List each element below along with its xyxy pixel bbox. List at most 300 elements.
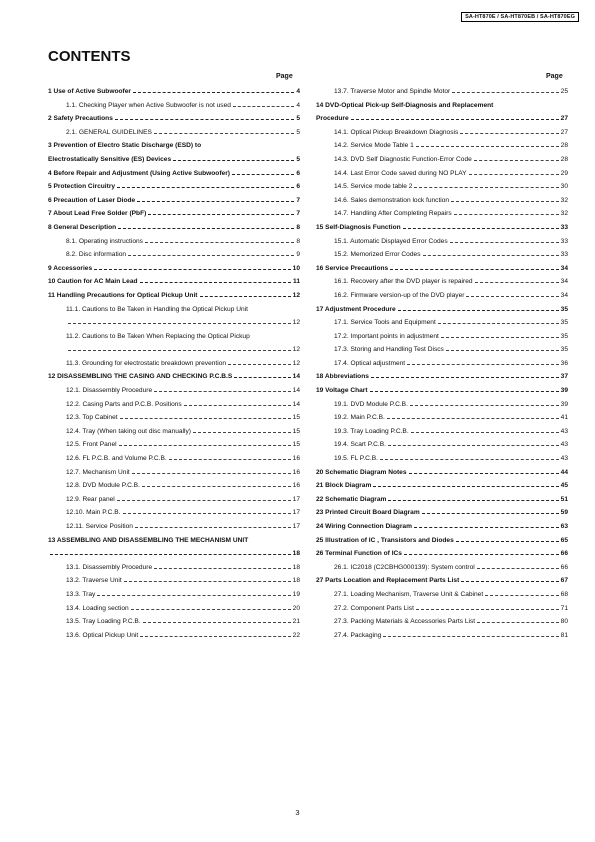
dot-leader <box>407 364 559 365</box>
toc-entry[interactable] <box>316 632 568 646</box>
toc-entry-page: 36 <box>560 359 568 367</box>
toc-entry-title: 10 Caution for AC Main Lead <box>48 278 138 286</box>
toc-entry-page: 4 <box>296 101 300 109</box>
toc-entry-title: 22 Schematic Diagram <box>316 495 387 503</box>
toc-entry[interactable] <box>316 373 568 387</box>
toc-entry-title: 11.1. Cautions to Be Taken in Handling the Optical Pickup Unit <box>66 305 248 313</box>
toc-entry[interactable] <box>316 455 568 469</box>
toc-entry-page: 34 <box>560 291 568 299</box>
toc-entry-page: 33 <box>560 223 568 231</box>
toc-entry[interactable] <box>316 577 568 591</box>
dot-leader <box>68 323 291 324</box>
dot-leader <box>123 513 291 514</box>
toc-entry[interactable] <box>48 156 300 170</box>
toc-entry[interactable] <box>316 550 568 564</box>
toc-entry[interactable] <box>316 401 568 415</box>
toc-entry-title: 12.1. Disassembly Procedure <box>66 387 153 395</box>
dot-leader <box>184 405 291 406</box>
toc-entry-page: 39 <box>560 387 568 395</box>
toc-entry-title: Procedure <box>316 115 349 123</box>
toc-entry[interactable] <box>316 591 568 605</box>
toc-entry[interactable] <box>316 88 568 102</box>
toc-entry-title: 12.11. Service Position <box>66 523 133 530</box>
toc-entry-page: 43 <box>560 441 568 449</box>
toc-entry-page: 66 <box>560 563 568 571</box>
toc-entry-page: 14 <box>292 400 300 408</box>
dot-leader <box>410 405 559 406</box>
toc-entry-page: 39 <box>560 400 568 408</box>
dot-leader <box>466 296 558 297</box>
toc-entry-title: 7 About Lead Free Solder (PbF) <box>48 210 147 218</box>
toc-entry[interactable] <box>316 523 568 537</box>
toc-entry-page: 35 <box>560 332 568 340</box>
toc-entry[interactable] <box>48 102 300 116</box>
toc-entry-page: 17 <box>292 509 300 517</box>
toc-entry[interactable] <box>48 360 300 374</box>
toc-entry-title: 1 Use of Active Subwoofer <box>48 88 131 95</box>
toc-entry[interactable] <box>48 292 300 306</box>
dot-leader <box>143 622 291 623</box>
toc-entry-title: 27.1. Loading Mechanism, Traverse Unit & Cabinet <box>334 590 484 598</box>
dot-leader <box>200 296 291 297</box>
dot-leader <box>154 133 294 134</box>
toc-entry-page: 22 <box>292 631 300 639</box>
toc-entry[interactable] <box>316 469 568 483</box>
toc-entry[interactable] <box>48 170 300 184</box>
dot-leader <box>390 269 558 270</box>
toc-entry-title: 11.3. Grounding for electrostatic breakdown prevention <box>66 359 227 367</box>
dot-leader <box>131 609 291 610</box>
toc-entry-page: 12 <box>292 291 300 299</box>
page-column-label-left: Page <box>276 73 293 80</box>
toc-entry[interactable] <box>316 251 568 265</box>
toc-entry-page: 35 <box>560 319 568 327</box>
dot-leader <box>132 473 291 474</box>
toc-entry-title: 14.4. Last Error Code saved during NO PLAY <box>334 169 467 177</box>
dot-leader <box>474 160 559 161</box>
toc-entry[interactable] <box>316 428 568 442</box>
toc-entry-title: 15.1. Automatic Displayed Error Codes <box>334 237 448 245</box>
toc-entry-page: 28 <box>560 142 568 150</box>
toc-entry-title: 14.5. Service mode table 2 <box>334 183 413 191</box>
toc-entry-title: 12.6. FL P.C.B. and Volume P.C.B. <box>66 455 167 463</box>
toc-entry-title: 16.1. Recovery after the DVD player is repaired <box>334 278 473 286</box>
dot-leader <box>351 119 559 120</box>
toc-entry[interactable] <box>48 550 300 564</box>
toc-entry-page: 16 <box>292 482 300 490</box>
toc-entry-title: 19.1. DVD Module P.C.B. <box>334 400 408 408</box>
toc-entry-page: 16 <box>292 468 300 476</box>
toc-entry-page: 68 <box>560 590 568 598</box>
toc-entry-title: 1.1. Checking Player when Active Subwoofer is not used <box>66 101 231 109</box>
toc-entry[interactable] <box>316 129 568 143</box>
toc-entry-page: 33 <box>560 237 568 245</box>
toc-entry-page: 6 <box>296 183 300 191</box>
toc-entry[interactable] <box>316 346 568 360</box>
dot-leader <box>68 350 291 351</box>
dot-leader <box>97 595 290 596</box>
toc-entry-page: 34 <box>560 264 568 272</box>
dot-leader <box>469 174 559 175</box>
toc-entry-title: 13.1. Disassembly Procedure <box>66 563 153 571</box>
dot-leader <box>460 133 558 134</box>
toc-entry-title: 26.1. IC2018 (C2CBHG000139): System control <box>334 563 475 571</box>
toc-entry[interactable] <box>48 306 300 320</box>
toc-entry[interactable] <box>48 129 300 143</box>
toc-entry[interactable] <box>316 115 568 129</box>
dot-leader <box>234 377 290 378</box>
toc-entry-page: 41 <box>560 414 568 422</box>
dot-leader <box>475 282 559 283</box>
toc-entry-page: 18 <box>292 550 300 558</box>
toc-entry-title: 12.10. Main P.C.B. <box>66 509 121 517</box>
dot-leader <box>137 201 294 202</box>
toc-entry-title: 5 Protection Circuitry <box>48 183 116 191</box>
toc-entry-page: 17 <box>292 523 300 530</box>
toc-entry-title: 27.3. Packing Materials & Accessories Parts List <box>334 618 476 626</box>
toc-entry-page: 81 <box>560 631 568 639</box>
toc-entry-page: 43 <box>560 427 568 435</box>
toc-entry-page: 18 <box>292 577 300 585</box>
toc-entry-title: 12.4. Tray (When taking out disc manually) <box>66 427 191 435</box>
toc-entry-title: 12.7. Mechanism Unit <box>66 468 130 476</box>
dot-leader <box>451 201 559 202</box>
dot-leader <box>414 527 559 528</box>
toc-entry[interactable] <box>48 346 300 360</box>
toc-entry-title: 19.3. Tray Loading P.C.B. <box>334 427 409 435</box>
toc-entry[interactable] <box>48 577 300 591</box>
toc-entry-page: 33 <box>560 251 568 259</box>
toc-entry-title: 11.2. Cautions to Be Taken When Replacing the Optical Pickup <box>66 332 250 340</box>
toc-entry-page: 25 <box>560 88 568 95</box>
toc-entry-page: 44 <box>560 468 568 476</box>
toc-entry[interactable] <box>316 564 568 578</box>
dot-leader <box>370 391 559 392</box>
toc-entry-page: 51 <box>560 495 568 503</box>
toc-entry[interactable] <box>48 496 300 510</box>
dot-leader <box>403 228 559 229</box>
toc-entry[interactable] <box>48 537 300 551</box>
toc-entry[interactable] <box>316 360 568 374</box>
toc-entry[interactable] <box>316 306 568 320</box>
toc-entry-page: 35 <box>560 346 568 354</box>
toc-entry-title: 27.4. Packaging <box>334 631 382 639</box>
dot-leader <box>388 500 558 501</box>
dot-leader <box>173 160 294 161</box>
toc-entry-title: 11 Handling Precautions for Optical Pickup Unit <box>48 291 198 299</box>
toc-entry-page: 14 <box>292 387 300 395</box>
dot-leader <box>148 214 294 215</box>
toc-entry-title: 23 Printed Circuit Board Diagram <box>316 509 420 517</box>
toc-entry[interactable] <box>316 333 568 347</box>
page-number: 3 <box>295 808 300 817</box>
toc-entry-page: 65 <box>560 536 568 544</box>
toc-entry[interactable] <box>316 102 568 116</box>
toc-entry-page: 32 <box>560 210 568 218</box>
dot-leader <box>169 459 291 460</box>
dot-leader <box>388 445 559 446</box>
dot-leader <box>404 554 559 555</box>
toc-entry[interactable] <box>316 414 568 428</box>
toc-entry-page: 5 <box>296 128 300 136</box>
toc-entry[interactable] <box>48 88 300 102</box>
toc-entry[interactable] <box>316 183 568 197</box>
toc-entry[interactable] <box>48 509 300 523</box>
toc-entry[interactable] <box>48 278 300 292</box>
toc-entry-title: 17.2. Important points in adjustment <box>334 332 439 340</box>
toc-entry-title: 15.2. Memorized Error Codes <box>334 251 421 259</box>
toc-entry-page: 16 <box>292 455 300 463</box>
toc-entry-title: 19.5. FL P.C.B. <box>334 455 378 463</box>
dot-leader <box>373 486 558 487</box>
toc-entry-title: 14.3. DVD Self Diagnostic Function-Error Code <box>334 155 472 163</box>
toc-entry[interactable] <box>316 238 568 252</box>
toc-entry[interactable] <box>316 482 568 496</box>
dot-leader <box>371 377 559 378</box>
toc-entry-title: 3 Prevention of Electro Static Discharge (ESD) to <box>48 142 202 150</box>
contents-title: CONTENTS <box>48 48 131 65</box>
toc-entry-page: 17 <box>292 495 300 503</box>
toc-entry[interactable] <box>48 115 300 129</box>
toc-entry-page: 66 <box>560 550 568 558</box>
toc-entry-page: 63 <box>560 523 568 530</box>
toc-entry[interactable] <box>48 605 300 619</box>
toc-entry-page: 18 <box>292 563 300 571</box>
toc-entry-title: 15 Self-Diagnosis Function <box>316 223 401 231</box>
dot-leader <box>117 187 294 188</box>
toc-entry-title: 17.4. Optical adjustment <box>334 359 406 367</box>
toc-entry[interactable] <box>48 319 300 333</box>
toc-entry-title: 12 DISASSEMBLING THE CASING AND CHECKING P.C.B.S <box>48 373 233 381</box>
toc-entry[interactable] <box>316 210 568 224</box>
dot-leader <box>135 527 291 528</box>
toc-entry[interactable] <box>48 428 300 442</box>
toc-entry[interactable] <box>316 170 568 184</box>
toc-entry[interactable] <box>316 387 568 401</box>
dot-leader <box>477 622 559 623</box>
dot-leader <box>446 350 559 351</box>
toc-entry[interactable] <box>48 455 300 469</box>
toc-entry-page: 35 <box>560 305 568 313</box>
toc-entry-page: 8 <box>296 237 300 245</box>
toc-entry[interactable] <box>48 265 300 279</box>
toc-entry-page: 15 <box>292 414 300 422</box>
dot-leader <box>233 106 294 107</box>
dot-leader <box>380 459 559 460</box>
dot-leader <box>120 418 291 419</box>
dot-leader <box>438 323 559 324</box>
toc-entry-title: 4 Before Repair and Adjustment (Using Active Subwoofer) <box>48 169 230 177</box>
toc-entry-title: 13.2. Traverse Unit <box>66 577 122 585</box>
toc-entry-title: 13.7. Traverse Motor and Spindle Motor <box>334 88 451 95</box>
dot-leader <box>232 174 294 175</box>
dot-leader <box>416 609 559 610</box>
toc-entry[interactable] <box>48 224 300 238</box>
dot-leader <box>119 445 291 446</box>
toc-entry[interactable] <box>48 591 300 605</box>
dot-leader <box>140 636 290 637</box>
page-column-label-right: Page <box>546 73 563 80</box>
toc-entry[interactable] <box>316 319 568 333</box>
toc-entry[interactable] <box>48 333 300 347</box>
toc-entry-page: 6 <box>296 169 300 177</box>
toc-entry-title: 16 Service Precautions <box>316 264 389 272</box>
toc-entry-title: 25 Illustration of IC , Transistors and Diodes <box>316 536 454 544</box>
toc-entry-page: 15 <box>292 441 300 449</box>
toc-entry-title: 13.4. Loading section <box>66 604 129 612</box>
toc-entry-page: 20 <box>292 604 300 612</box>
toc-right-column <box>316 88 568 645</box>
toc-entry-title: 14.6. Sales demonstration lock function <box>334 196 450 204</box>
toc-entry-page: 29 <box>560 169 568 177</box>
dot-leader <box>124 581 291 582</box>
toc-entry-page: 7 <box>296 210 300 218</box>
dot-leader <box>450 242 559 243</box>
toc-entry-title: 12.5. Front Panel <box>66 441 117 449</box>
toc-entry-title: 26 Terminal Function of ICs <box>316 550 402 558</box>
dot-leader <box>228 364 291 365</box>
toc-entry[interactable] <box>48 632 300 646</box>
toc-entry[interactable] <box>316 156 568 170</box>
toc-entry-page: 71 <box>560 604 568 612</box>
dot-leader <box>140 282 292 283</box>
toc-entry[interactable] <box>316 278 568 292</box>
toc-entry-page: 9 <box>296 251 300 259</box>
toc-entry-page: 7 <box>296 196 300 204</box>
dot-leader <box>128 255 294 256</box>
dot-leader <box>142 486 291 487</box>
dot-leader <box>154 568 291 569</box>
toc-entry-page: 12 <box>292 346 300 354</box>
toc-entry[interactable] <box>48 142 300 156</box>
dot-leader <box>422 513 559 514</box>
toc-entry-page: 12 <box>292 359 300 367</box>
dot-leader <box>398 310 559 311</box>
toc-entry[interactable] <box>48 441 300 455</box>
toc-entry[interactable] <box>48 210 300 224</box>
toc-entry-page: 21 <box>292 618 300 626</box>
toc-entry[interactable] <box>316 224 568 238</box>
toc-entry[interactable] <box>48 469 300 483</box>
toc-entry-page: 14 <box>292 373 300 381</box>
dot-leader <box>117 500 291 501</box>
toc-entry-page: 67 <box>560 577 568 585</box>
toc-entry[interactable] <box>316 142 568 156</box>
toc-entry-title: 18 Abbreviations <box>316 373 369 381</box>
toc-entry-title: 27.2. Component Parts List <box>334 604 414 612</box>
toc-entry[interactable] <box>48 251 300 265</box>
dot-leader <box>193 432 291 433</box>
toc-entry[interactable] <box>48 373 300 387</box>
toc-entry-title: 16.2. Firmware version-up of the DVD player <box>334 291 465 299</box>
dot-leader <box>461 581 558 582</box>
toc-entry-title: 12.3. Top Cabinet <box>66 414 118 422</box>
dot-leader <box>383 636 558 637</box>
toc-entry-page: 15 <box>292 427 300 435</box>
toc-entry[interactable] <box>48 183 300 197</box>
toc-entry-title: 17.3. Storing and Handling Test Discs <box>334 346 444 354</box>
toc-entry-title: 20 Schematic Diagram Notes <box>316 468 407 476</box>
toc-entry[interactable] <box>316 605 568 619</box>
toc-entry-title: 19.4. Scart P.C.B. <box>334 441 386 449</box>
toc-entry[interactable] <box>316 537 568 551</box>
dot-leader <box>456 541 559 542</box>
toc-entry-title: 8 General Description <box>48 223 117 231</box>
toc-entry[interactable] <box>48 238 300 252</box>
toc-entry-page: 32 <box>560 196 568 204</box>
toc-entry[interactable] <box>48 197 300 211</box>
toc-entry-page: 59 <box>560 509 568 517</box>
model-number-box: SA-HT870E / SA-HT870EB / SA-HT870EG <box>461 12 579 22</box>
toc-entry[interactable] <box>48 387 300 401</box>
toc-entry-page: 80 <box>560 618 568 626</box>
dot-leader <box>477 568 559 569</box>
toc-entry-title: 24 Wiring Connection Diagram <box>316 523 412 530</box>
dot-leader <box>411 432 559 433</box>
toc-entry[interactable] <box>316 197 568 211</box>
toc-entry-title: 13 ASSEMBLING AND DISASSEMBLING THE MECHANISM UNIT <box>48 536 249 544</box>
toc-entry[interactable] <box>48 618 300 632</box>
toc-entry-title: 19.2. Main P.C.B. <box>334 414 385 422</box>
toc-entry[interactable] <box>48 414 300 428</box>
dot-leader <box>94 269 291 270</box>
dot-leader <box>409 473 559 474</box>
toc-entry-page: 37 <box>560 373 568 381</box>
toc-entry[interactable] <box>48 523 300 537</box>
toc-entry[interactable] <box>316 265 568 279</box>
toc-entry-title: 14.1. Optical Pickup Breakdown Diagnosis <box>334 128 459 136</box>
dot-leader <box>416 146 559 147</box>
dot-leader <box>441 337 559 338</box>
toc-entry-page: 28 <box>560 155 568 163</box>
toc-entry-page: 45 <box>560 482 568 490</box>
toc-entry-title: 8.1. Operating instructions <box>66 237 143 245</box>
dot-leader <box>387 418 559 419</box>
toc-entry[interactable] <box>48 401 300 415</box>
dot-leader <box>50 554 291 555</box>
dot-leader <box>154 391 291 392</box>
toc-entry-title: 13.5. Tray Loading P.C.B. <box>66 618 141 626</box>
toc-entry[interactable] <box>316 441 568 455</box>
toc-entry-title: 12.8. DVD Module P.C.B. <box>66 482 140 490</box>
dot-leader <box>145 242 294 243</box>
toc-entry[interactable] <box>316 496 568 510</box>
toc-entry-page: 27 <box>560 128 568 136</box>
toc-entry-title: 2.1. GENERAL GUIDELINES <box>66 128 152 136</box>
toc-entry-title: 6 Precaution of Laser Diode <box>48 196 136 204</box>
dot-leader <box>454 214 559 215</box>
toc-entry-page: 27 <box>560 115 568 123</box>
toc-entry-title: 8.2. Disc information <box>66 251 127 259</box>
toc-entry-page: 30 <box>560 183 568 191</box>
toc-entry-title: 17.1. Service Tools and Equipment <box>334 319 436 327</box>
toc-entry-page: 19 <box>292 590 300 598</box>
toc-entry[interactable] <box>48 482 300 496</box>
toc-entry-title: 14 DVD-Optical Pick-up Self-Diagnosis and Replacement <box>316 101 494 109</box>
toc-entry-title: 14.7. Handling After Completing Repairs <box>334 210 452 218</box>
toc-entry[interactable] <box>316 509 568 523</box>
toc-entry[interactable] <box>48 564 300 578</box>
toc-entry-title: 13.3. Tray <box>66 590 96 598</box>
toc-entry-page: 5 <box>296 115 300 123</box>
dot-leader <box>485 595 558 596</box>
toc-entry[interactable] <box>316 618 568 632</box>
toc-entry[interactable] <box>316 292 568 306</box>
toc-entry-page: 43 <box>560 455 568 463</box>
toc-entry-title: 19 Voltage Chart <box>316 387 368 395</box>
toc-entry-title: 27 Parts Location and Replacement Parts List <box>316 577 460 585</box>
toc-left-column <box>48 88 300 645</box>
